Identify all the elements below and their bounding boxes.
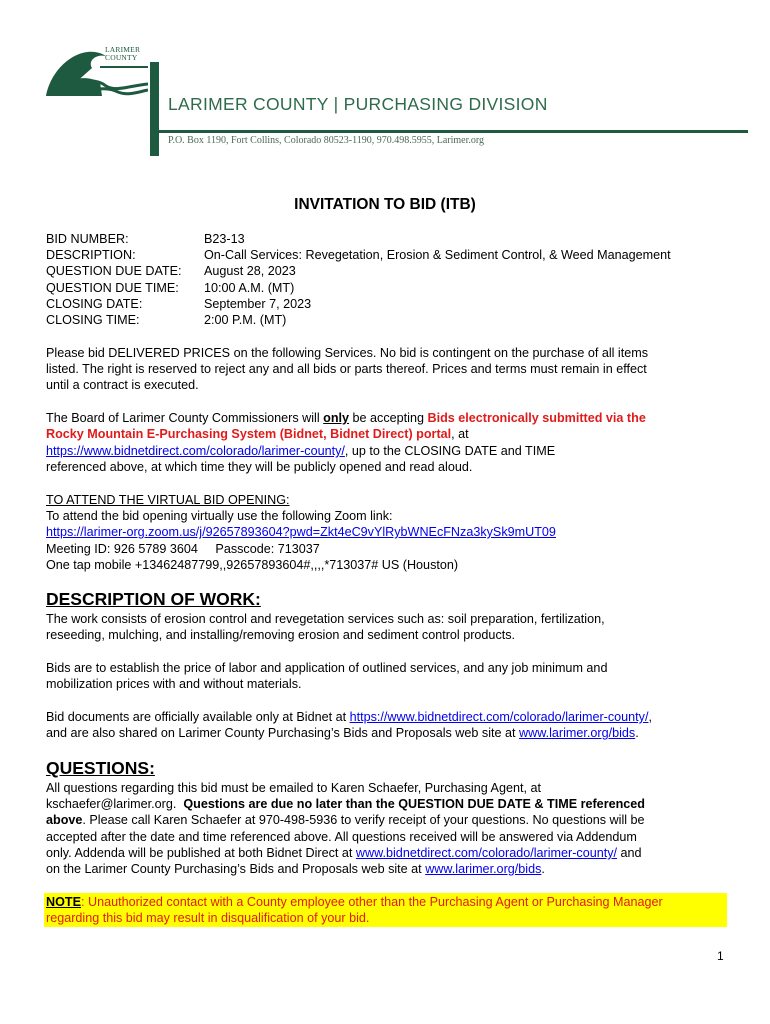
description-line — [46, 709, 652, 725]
board-text: , up to the CLOSING DATE and TIME — [344, 444, 556, 458]
field-value-question-due-time: 10:00 A.M. (MT) — [204, 281, 295, 295]
board-text: , at — [451, 427, 469, 441]
board-red-text: Bids electronically submitted via the — [427, 411, 646, 425]
note-line: regarding this bid may result in disqualification of your bid. — [46, 911, 370, 925]
board-line: referenced above, at which time they will be publicly opened and read aloud. — [46, 460, 473, 474]
larimer-bids-link[interactable]: www.larimer.org/bids — [425, 862, 542, 876]
zoom-link[interactable]: https://larimer-org.zoom.us/j/92657893604?pwd=Zkt4eC9vYlRybWNEcFNza3kySk9mUT09 — [46, 525, 556, 539]
field-label-closing-date: CLOSING DATE: — [46, 297, 143, 311]
field-value-bid-number: B23-13 — [204, 232, 245, 246]
questions-line — [46, 812, 645, 828]
org-address: P.O. Box 1190, Fort Collins, Colorado 80523-1190, 970.498.5955, Larimer.org — [168, 135, 485, 146]
questions-text: . Please call Karen Schaefer at 970-498-5936 to verify receipt of your questions. No questions will be — [82, 813, 645, 827]
intro-line: listed. The right is reserved to reject any and all bids or parts thereof. Prices and terms must remain in effect — [46, 362, 647, 376]
header-vertical-bar — [150, 62, 159, 156]
logo-line1: LARIMER — [105, 45, 141, 54]
bidnet-link[interactable]: https://www.bidnetdirect.com/colorado/larimer-county/ — [349, 710, 649, 724]
note-text: : Unauthorized contact with a County employee other than the Purchasing Agent or Purchasing Manager — [80, 895, 663, 909]
questions-line: All questions regarding this bid must be emailed to Karen Schaefer, Purchasing Agent, at — [46, 781, 541, 795]
logo-line2: COUNTY — [105, 53, 138, 62]
board-red-text: Rocky Mountain E-Purchasing System (Bidnet, Bidnet Direct) portal — [46, 427, 452, 441]
questions-bold-text: above — [46, 813, 83, 827]
board-line — [46, 443, 555, 459]
field-label-description: DESCRIPTION: — [46, 248, 136, 262]
description-line: mobilization prices with and without materials. — [46, 677, 302, 691]
questions-text: kschaefer@larimer.org. — [46, 797, 184, 811]
field-label-question-due-date: QUESTION DUE DATE: — [46, 264, 182, 278]
description-line — [46, 725, 639, 741]
board-line — [46, 410, 646, 426]
field-value-closing-time: 2:00 P.M. (MT) — [204, 313, 287, 327]
questions-line — [46, 796, 645, 812]
note-line — [46, 894, 663, 910]
field-value-closing-date: September 7, 2023 — [204, 297, 312, 311]
description-text: , — [648, 710, 652, 724]
questions-text: . — [541, 862, 545, 876]
description-text: Bid documents are officially available only at Bidnet at — [46, 710, 350, 724]
emphasis-only: only — [323, 411, 350, 425]
page-number: 1 — [717, 949, 724, 963]
virtual-opening-heading: TO ATTEND THE VIRTUAL BID OPENING: — [46, 493, 290, 507]
virtual-line: To attend the bid opening virtually use the following Zoom link: — [46, 509, 393, 523]
description-line: The work consists of erosion control and revegetation services such as: soil preparation, fertilization, — [46, 612, 605, 626]
description-text: and are also shared on Larimer County Purchasing’s Bids and Proposals web site at — [46, 726, 519, 740]
field-value-question-due-date: August 28, 2023 — [204, 264, 296, 278]
board-line — [46, 426, 469, 442]
questions-bold-text: Questions are due no later than the QUESTION DUE DATE & TIME referenced — [183, 797, 645, 811]
questions-line — [46, 845, 642, 861]
board-text: The Board of Larimer County Commissioners will — [46, 411, 324, 425]
questions-text: only. Addenda will be published at both Bidnet Direct at — [46, 846, 356, 860]
section-heading-description: DESCRIPTION OF WORK: — [46, 589, 261, 609]
document-title: INVITATION TO BID (ITB) — [294, 196, 476, 213]
field-label-closing-time: CLOSING TIME: — [46, 313, 140, 327]
description-line: Bids are to establish the price of labor and application of outlined services, and any job minimum and — [46, 661, 608, 675]
intro-line: until a contract is executed. — [46, 378, 199, 392]
field-value-description: On-Call Services: Revegetation, Erosion & Sediment Control, & Weed Management — [204, 248, 671, 262]
logo-text — [105, 46, 140, 62]
bidnet-link[interactable]: https://www.bidnetdirect.com/colorado/larimer-county/ — [46, 444, 345, 458]
questions-text: on the Larimer County Purchasing’s Bids and Proposals web site at — [46, 862, 426, 876]
meeting-id: Meeting ID: 926 5789 3604 Passcode: 713037 — [46, 542, 320, 556]
intro-line: Please bid DELIVERED PRICES on the following Services. No bid is contingent on the purchase of all items — [46, 346, 649, 360]
note-label: NOTE — [46, 895, 81, 909]
board-text: be accepting — [349, 411, 428, 425]
org-name: LARIMER COUNTY | PURCHASING DIVISION — [168, 94, 548, 114]
field-label-question-due-time: QUESTION DUE TIME: — [46, 281, 179, 295]
field-label-bid-number: BID NUMBER: — [46, 232, 129, 246]
one-tap-mobile: One tap mobile +13462487799,,92657893604#,,,,*713037# US (Houston) — [46, 558, 459, 572]
questions-line: accepted after the date and time referenced above. All questions received will be answered via Addendum — [46, 830, 637, 844]
header-rule — [159, 130, 748, 133]
questions-text: and — [617, 846, 642, 860]
questions-line — [46, 861, 545, 877]
bidnet-link[interactable]: www.bidnetdirect.com/colorado/larimer-county/ — [355, 846, 617, 860]
larimer-bids-link[interactable]: www.larimer.org/bids — [519, 726, 636, 740]
description-text: . — [635, 726, 639, 740]
section-heading-questions: QUESTIONS: — [46, 758, 155, 778]
virtual-line — [46, 524, 556, 540]
description-line: reseeding, mulching, and installing/removing erosion and sediment control products. — [46, 628, 516, 642]
